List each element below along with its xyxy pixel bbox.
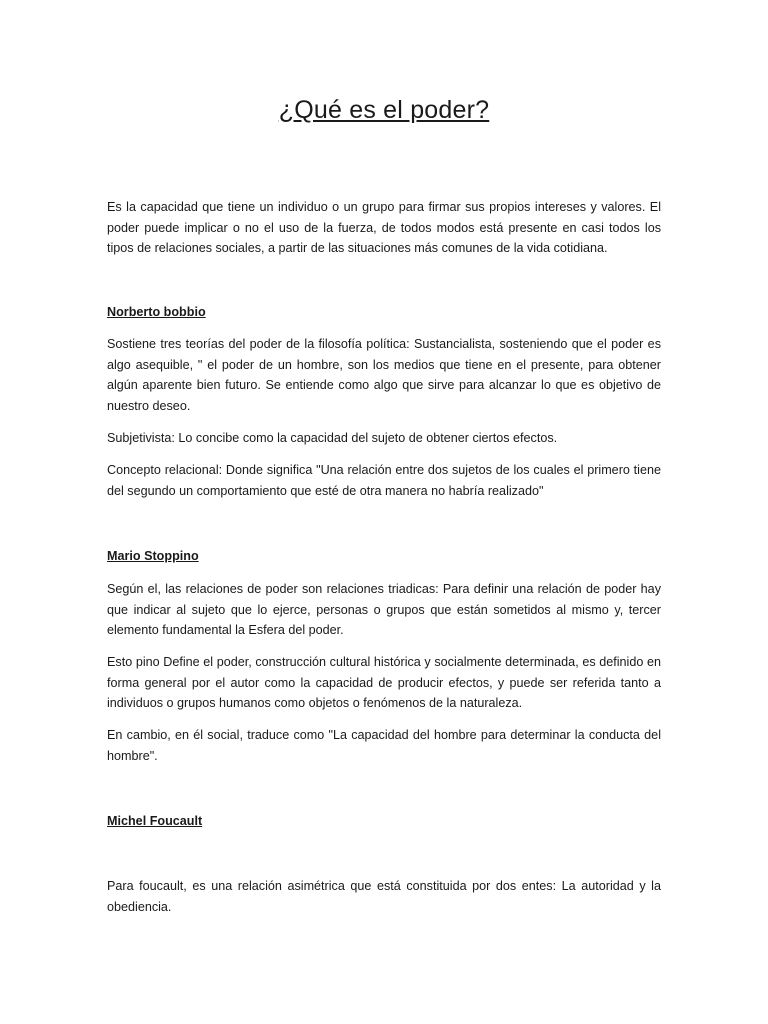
stoppino-paragraph-1: Según el, las relaciones de poder son relaciones triadicas: Para definir una relación de poder hay que indicar al sujeto que lo ejerce, personas o grupos que están sometidos al mismo y, tercer elemento fundamental la Esfera del poder. <box>107 582 661 637</box>
bobbio-paragraph-1: Sostiene tres teorías del poder de la filosofía política: Sustancialista, sosteniendo que el poder es algo asequible, " el poder de un hombre, son los medios que tiene en el presente, para obtener algún aparente bien futuro. Se entiende como algo que sirve para alcanzar lo que es objetivo de nuestro deseo. <box>107 337 661 413</box>
section-heading-stoppino: Mario Stoppino <box>107 549 199 563</box>
section-heading-foucault: Michel Foucault <box>107 814 203 828</box>
stoppino-paragraph-3: En cambio, en él social, traduce como "La capacidad del hombre para determinar la conducta del hombre". <box>107 728 661 763</box>
bobbio-paragraph-2: Subjetivista: Lo concibe como la capacidad del sujeto de obtener ciertos efectos. <box>107 431 558 445</box>
stoppino-paragraph-2: Esto pino Define el poder, construcción cultural histórica y socialmente determinada, es definido en forma general por el autor como la capacidad de producir efectos, y puede ser referida tanto a individuos o grupos humanos como objetos o fenómenos de la naturaleza. <box>107 655 661 710</box>
foucault-paragraph-1: Para foucault, es una relación asimétrica que está constituida por dos entes: La autoridad y la obediencia. <box>107 879 661 914</box>
intro-paragraph: Es la capacidad que tiene un individuo o un grupo para firmar sus propios intereses y valores. El poder puede implicar o no el uso de la fuerza, de todos modos está presente en casi todos los tipos de relaciones sociales, a partir de las situaciones más comunes de la vida cotidiana. <box>107 200 661 255</box>
section-heading-bobbio: Norberto bobbio <box>107 305 206 319</box>
bobbio-paragraph-3: Concepto relacional: Donde significa "Una relación entre dos sujetos de los cuales el primero tiene del segundo un comportamiento que esté de otra manera no habría realizado" <box>107 463 661 498</box>
page-title: ¿Qué es el poder? <box>278 96 490 124</box>
